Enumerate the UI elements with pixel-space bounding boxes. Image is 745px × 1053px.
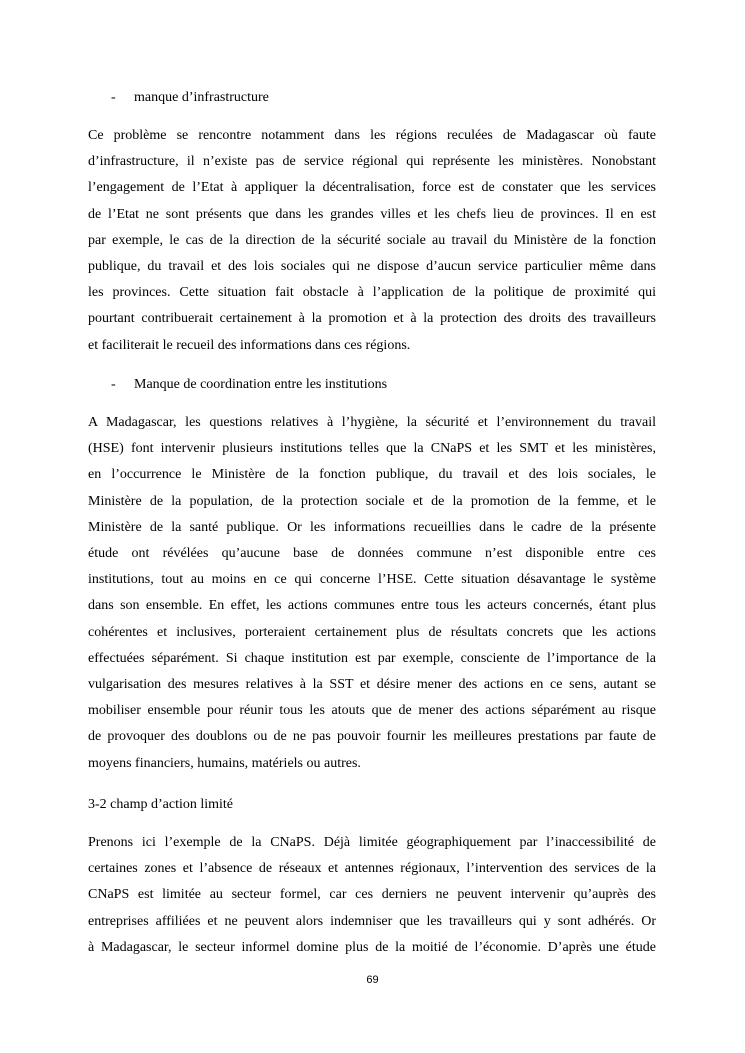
text-line: entreprises affiliées et ne peuvent alors indemniser que les travailleurs qui y sont adhérés. Or bbox=[88, 913, 656, 929]
text-line: pourtant contribuerait certainement à la promotion et à la protection des droits des travailleurs bbox=[88, 311, 656, 327]
text-line: les provinces. Cette situation fait obstacle à l’application de la politique de proximité qui bbox=[88, 285, 656, 301]
text-line: Ministère de la santé publique. Or les informations recueillies dans le cadre de la présente bbox=[88, 519, 656, 535]
text-line: Ce problème se rencontre notamment dans les régions reculées de Madagascar où faute bbox=[88, 128, 656, 143]
bullet-item-coordination: Manque de coordination entre les institutions bbox=[134, 377, 388, 392]
text-line: CNaPS est limitée au secteur formel, car ces derniers ne peuvent intervenir qu’auprès des bbox=[88, 887, 656, 903]
bullet-dash: - bbox=[111, 377, 116, 392]
text-line: d’infrastructure, il n’existe pas de service régional qui représente les ministères. Nonobstant bbox=[88, 154, 656, 170]
text-line: institutions, tout au moins en ce qui concerne l’HSE. Cette situation désavantage le système bbox=[88, 572, 656, 588]
bullet-dash: - bbox=[111, 90, 116, 105]
paragraph-coordination bbox=[88, 410, 656, 777]
bullet-item-infrastructure: manque d’infrastructure bbox=[134, 90, 269, 105]
text-line: étude ont révélées qu’aucune base de données commune n’est disponible entre ces bbox=[88, 546, 656, 562]
text-line: mobiliser ensemble pour réunir tous les atouts que de mener des actions séparément au risque bbox=[88, 703, 656, 719]
text-line: publique, du travail et des lois sociales qui ne dispose d’aucun service particulier même dans bbox=[88, 259, 656, 275]
text-line: de provoquer des doublons ou de ne pas pouvoir fournir les meilleures prestations par faute de bbox=[88, 729, 656, 745]
text-line: certaines zones et l’absence de réseaux et antennes régionaux, l’intervention des services de la bbox=[88, 861, 656, 877]
text-line: vulgarisation des mesures relatives à la SST et désire mener des actions en ce sens, autant se bbox=[88, 677, 656, 693]
text-line: (HSE) font intervenir plusieurs institutions telles que la CNaPS et les SMT et les ministères, bbox=[88, 441, 656, 457]
text-line: A Madagascar, les questions relatives à l’hygiène, la sécurité et l’environnement du travail bbox=[88, 415, 656, 430]
text-line: Ministère de la population, de la protection sociale et de la promotion de la femme, et le bbox=[88, 493, 656, 509]
section-heading: 3-2 champ d’action limité bbox=[88, 797, 234, 812]
text-line: moyens financiers, humains, matériels ou autres. bbox=[88, 755, 361, 771]
text-line: et faciliterait le recueil des informations dans ces régions. bbox=[88, 337, 411, 353]
page-number: 69 bbox=[366, 974, 379, 986]
text-line: l’engagement de l’Etat à appliquer la décentralisation, force est de constater que les services bbox=[88, 180, 656, 196]
text-line: Prenons ici l’exemple de la CNaPS. Déjà limitée géographiquement par l’inaccessibilité de bbox=[88, 835, 656, 850]
text-line: par exemple, le cas de la direction de la sécurité sociale au travail du Ministère de la fonction bbox=[88, 232, 656, 248]
text-line: cohérentes et inclusives, porteraient certainement plus de résultats concrets que les actions bbox=[88, 624, 656, 640]
paragraph-infrastructure bbox=[88, 123, 656, 359]
paragraph-cnaps bbox=[88, 830, 656, 961]
text-line: de l’Etat ne sont présents que dans les grandes villes et les chefs lieu de provinces. Il en est bbox=[88, 206, 656, 222]
text-line: à Madagascar, le secteur informel domine plus de la moitié de l’économie. D’après une étude bbox=[88, 939, 656, 955]
text-line: dans son ensemble. En effet, les actions communes entre tous les acteurs concernés, étant plus bbox=[88, 598, 656, 614]
text-line: en l’occurrence le Ministère de la fonction publique, du travail et des lois sociales, le bbox=[88, 467, 656, 483]
text-line: effectuées séparément. Si chaque institution est par exemple, consciente de l’importance de la bbox=[88, 650, 656, 666]
